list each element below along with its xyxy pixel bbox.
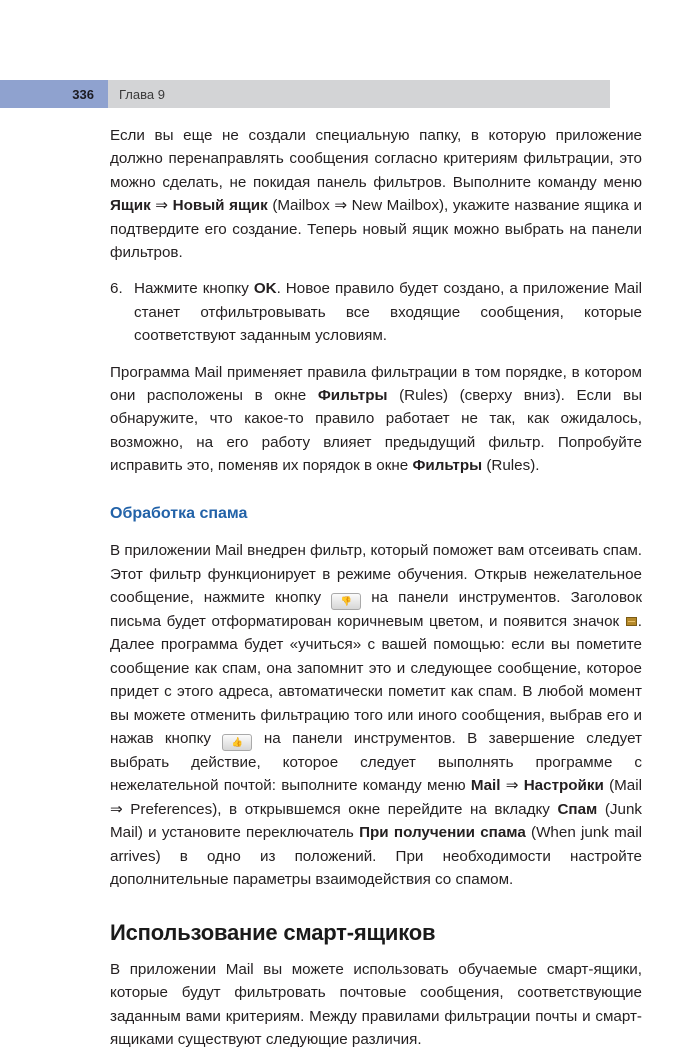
thumbs-up-icon: 👍 xyxy=(231,736,244,747)
section-title-smart-mailboxes: Использование смарт-ящиков xyxy=(110,920,436,946)
list-number: 6. xyxy=(110,280,123,298)
menu-mail: Mail xyxy=(470,777,501,795)
list-item-step-6 xyxy=(110,277,642,347)
text: (Rules). xyxy=(482,457,540,475)
button-ok-ref: OK xyxy=(253,280,277,298)
page-number: 336 xyxy=(72,86,94,102)
text: Программа Mail применяет правила фильтрации в том порядке, в котором они расположены в окне xyxy=(110,363,642,405)
text: Если вы еще не создали специальную папку, в которую приложение должно перенаправлять сообщения согласно критериям фильтрации, это можно сделать, не покидая панель фильтров. Выполните команду меню xyxy=(110,127,642,191)
menu-new-mailbox: Новый ящик xyxy=(172,197,268,215)
chapter-title: Глава 9 xyxy=(119,86,165,102)
menu-mailbox: Ящик xyxy=(110,197,151,215)
subheading-spam: Обработка спама xyxy=(110,504,248,522)
text: . Далее программа будет «учиться» с вашей помощью: если вы пометите сообщение как спам, она запомнит это и следующее сообщение, которое придет с этого адреса, автоматически пометит как спам. В любой момент вы можете отменить фильтрацию того или иного сообщения, выбрав его и нажав кнопку xyxy=(110,612,642,747)
paragraph-spam xyxy=(110,539,642,891)
page-number-box xyxy=(0,80,108,108)
not-junk-button-image xyxy=(222,734,252,751)
arrow-text: ⇒ xyxy=(500,777,524,795)
text: (When junk mail arrives) в одно из положений. При необходимости настройте дополнительные параметры взаимодействия со спамом. xyxy=(110,824,642,888)
text: (Rules) (сверху вниз). Если вы обнаружите, что какое-то правило работает не так, как ожидалось, возможно, на его работу влияет предыдущий фильтр. Попробуйте исправить это, поменяв их порядок в окне xyxy=(110,387,642,475)
text: В приложении Mail внедрен фильтр, который поможет вам отсеивать спам. Этот фильтр функционирует в режиме обучения. Открыв нежелательное сообщение, нажмите кнопку xyxy=(110,542,642,606)
arrow-text: ⇒ xyxy=(150,197,173,215)
text: Нажмите кнопку xyxy=(134,280,254,298)
window-rules-ref: Фильтры xyxy=(317,387,388,405)
window-rules-ref: Фильтры xyxy=(412,457,483,475)
paragraph-smart-mailboxes: В приложении Mail вы можете использовать обучаемые смарт-ящики, которые будут фильтровать почтовые сообщения, соответствующие заданным вами критериям. Между правилами фильтрации почты и смарт-ящиками существуют следующие различия. xyxy=(110,960,642,1048)
thumbs-down-icon: 👎 xyxy=(340,595,352,606)
text: на панели инструментов. В завершение следует выбрать действие, которое следует выполнять программе с нежелательной почтой: выполните команду меню xyxy=(110,729,642,795)
text: на панели инструментов. Заголовок письма будет отформатирован коричневым цветом, и появится значок xyxy=(110,588,642,630)
menu-preferences: Настройки xyxy=(523,777,604,795)
text: (Mail ⇒ Preferences), в открывшемся окне перейдите на вкладку xyxy=(110,777,642,818)
paragraph-rules-order xyxy=(110,361,642,478)
junk-mail-icon xyxy=(626,617,637,626)
page-body xyxy=(110,124,642,1064)
junk-button-image xyxy=(331,593,361,610)
text: (Junk Mail) и установите переключатель xyxy=(110,800,643,842)
running-header xyxy=(0,80,610,108)
text: (Mailbox ⇒ New Mailbox), укажите название ящика и подтвердите его создание. Теперь новый ящик можно выбрать на панели фильтров. xyxy=(110,197,642,262)
tab-junk-mail: Спам xyxy=(557,800,598,818)
option-when-junk-arrives: При получении спама xyxy=(359,824,526,842)
list-text xyxy=(134,277,642,347)
text: . Новое правило будет создано, а приложение Mail станет отфильтровывать все входящие сообщения, которые соответствуют заданным условиям. xyxy=(134,280,642,345)
paragraph-new-mailbox xyxy=(110,124,642,264)
